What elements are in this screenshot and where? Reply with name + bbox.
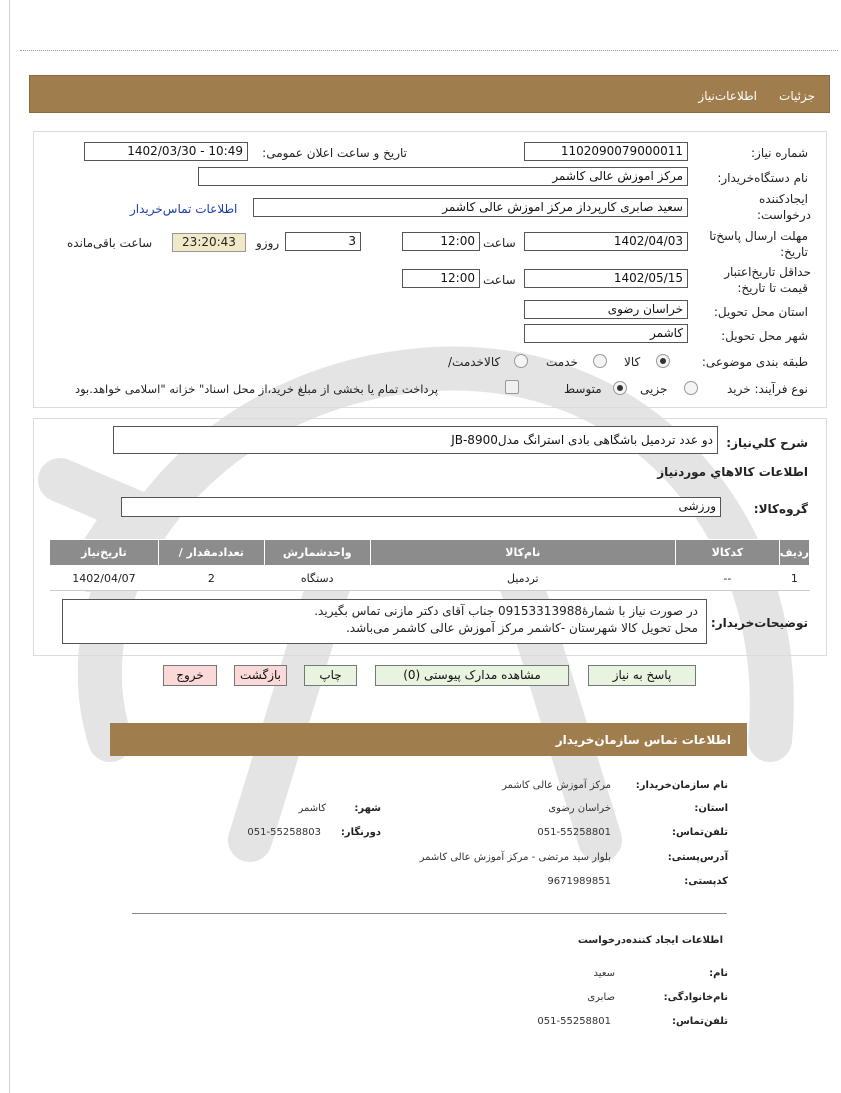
- col-header-item-code: کدکالا: [675, 540, 779, 566]
- remaining-time-badge: 23:20:43: [172, 233, 246, 252]
- treasury-note: پرداخت تمام یا بخشی از مبلغ خرید،از محل اسناد" خزانه "اسلامی خواهد.بود: [75, 382, 439, 396]
- table-row: [50, 566, 810, 591]
- category-option-service: خدمت: [546, 355, 578, 369]
- cell-row-number: 1: [779, 566, 809, 591]
- buyer-org-field: مرکز اموزش عالی کاشمر: [198, 167, 688, 186]
- deadline-label: مهلت ارسال پاسخ‌تا: [709, 229, 808, 243]
- contact-postal-label: کدپستی:: [684, 876, 728, 887]
- reply-button[interactable]: پاسخ به نیاز: [588, 665, 696, 686]
- category-radio-goods[interactable]: [656, 354, 670, 368]
- days-field: 3: [285, 232, 361, 251]
- header-bar: [29, 75, 830, 113]
- col-header-row-number: ردیف: [779, 540, 809, 566]
- contact-fax-value: 051-55258803: [247, 827, 321, 838]
- col-header-unit: واحدشمارش: [264, 540, 370, 566]
- creator-family-label: نام‌خانوادگی:: [663, 992, 728, 1003]
- contact-org-value: مرکز آموزش عالی کاشمر: [502, 780, 611, 791]
- creator-name-label: نام:: [709, 968, 728, 979]
- creator-label-2: درخواست:: [757, 208, 811, 222]
- deadline-time-field: 12:00: [402, 232, 480, 251]
- announce-label: تاریخ و ساعت اعلان عمومی:: [262, 146, 407, 160]
- deadline-time-label: ساعت: [483, 236, 516, 250]
- print-button[interactable]: چاپ: [304, 665, 357, 686]
- creator-family-value: صابری: [587, 992, 615, 1003]
- process-radio-minor[interactable]: [684, 381, 698, 395]
- cell-unit: دستگاه: [264, 566, 370, 591]
- remaining-label: ساعت باقی‌مانده: [67, 236, 153, 250]
- tab-details[interactable]: جزئیات: [779, 89, 815, 103]
- summary-field: دو عدد تردمیل باشگاهی بادی استرانگ مدلJB-8900: [113, 426, 718, 454]
- exit-button[interactable]: خروج: [163, 665, 217, 686]
- treasury-checkbox[interactable]: [505, 380, 519, 394]
- process-option-minor: جزیی: [640, 382, 668, 396]
- category-radio-goods-service[interactable]: [514, 354, 528, 368]
- category-radio-service[interactable]: [593, 354, 607, 368]
- tab-need-info[interactable]: اطلاعات‌نیاز: [698, 89, 757, 103]
- category-label: طبقه بندی موضوعی:: [701, 355, 808, 369]
- need-number-field: 1102090079000011: [524, 142, 688, 161]
- days-label: روزو: [256, 236, 280, 250]
- buyer-org-label: نام دستگاه‌خریدار:: [717, 171, 808, 185]
- process-radio-medium[interactable]: [613, 381, 627, 395]
- contact-province-value: خراسان رضوی: [548, 803, 611, 814]
- attachments-button[interactable]: مشاهده مدارک پیوستی (0): [375, 665, 569, 686]
- validity-time-field: 12:00: [402, 269, 480, 288]
- city-field: کاشمر: [524, 324, 688, 343]
- cell-quantity: 2: [158, 566, 264, 591]
- notes-label: توضیحات‌خریدار:: [710, 616, 808, 630]
- group-field: ورزشی: [121, 497, 721, 517]
- category-option-goods: کالا: [624, 355, 641, 369]
- contact-province-label: استان:: [694, 803, 728, 814]
- process-label: نوع فرآیند: خرید: [727, 382, 808, 396]
- back-button[interactable]: بازگشت: [234, 665, 287, 686]
- creator-label: ایجادکننده: [759, 192, 808, 206]
- group-label: گروه‌کالا:: [753, 502, 808, 516]
- contact-city-value: کاشمر: [298, 803, 326, 814]
- creator-field: سعید صابری کارپرداز مرکز اموزش عالی کاشمر: [253, 198, 688, 217]
- process-option-medium: متوسط: [564, 382, 602, 396]
- province-label: استان محل تحویل:: [713, 305, 808, 319]
- buyer-notes-box: [62, 599, 707, 644]
- contact-city-label: شهر:: [354, 803, 381, 814]
- notes-line-2: محل تحویل کالا شهرستان -کاشمر مرکز آموزش عالی کاشمر می‌باشد.: [345, 621, 698, 635]
- province-field: خراسان رضوی: [524, 300, 688, 319]
- buyer-contact-link[interactable]: اطلاعات تماس‌خریدار: [130, 202, 238, 216]
- category-option-goods-service: کالاخدمت/: [448, 355, 501, 369]
- contact-org-label: نام سازمان‌خریدار:: [635, 780, 728, 791]
- creator-info-title: اطلاعات ایجاد کننده‌درخواست: [577, 935, 723, 946]
- validity-label: حداقل تاریخ‌اعتبار: [724, 265, 811, 279]
- contact-postal-value: 9671989851: [547, 876, 611, 887]
- validity-time-label: ساعت: [483, 273, 516, 287]
- contact-header-bar: [110, 723, 747, 756]
- summary-label: شرح کلي‌نیاز:: [726, 436, 808, 450]
- col-header-quantity: تعدادمقدار /: [158, 540, 264, 566]
- deadline-date-field: 1402/04/03: [524, 232, 688, 251]
- contact-address-label: آدرس‌پستی:: [667, 852, 728, 863]
- validity-date-field: 1402/05/15: [524, 269, 688, 288]
- col-header-item-name: نام‌کالا: [370, 540, 675, 566]
- deadline-label-2: تاریخ:: [780, 245, 808, 259]
- need-number-label: شماره نیاز:: [751, 146, 808, 160]
- top-divider: [20, 50, 838, 51]
- cell-item-name: تردمیل: [370, 566, 675, 591]
- creator-name-value: سعید: [593, 968, 615, 979]
- items-table: [49, 539, 810, 591]
- contact-address-value: بلوار سید مرتضی - مرکز آموزش عالی کاشمر: [419, 852, 611, 863]
- notes-line-1: در صورت نیاز با شمارهٔ09153313988 جناب آقای دکتر مازنی تماس بگیرید.: [314, 604, 698, 618]
- table-header-row: [50, 540, 810, 566]
- contact-phone-value: 051-55258801: [537, 827, 611, 838]
- creator-phone-label: تلفن‌تماس:: [671, 1016, 728, 1027]
- items-heading: اطلاعات کالاهاي موردنیاز: [657, 465, 808, 479]
- cell-need-date: 1402/04/07: [50, 566, 159, 591]
- validity-label-2: قیمت تا تاریخ:: [737, 281, 808, 295]
- cell-item-code: --: [675, 566, 779, 591]
- contact-divider: [132, 913, 727, 914]
- contact-fax-label: دورنگار:: [340, 827, 381, 838]
- announce-date-field: 1402/03/30 - 10:49: [84, 142, 248, 161]
- creator-phone-value: 051-55258801: [537, 1016, 611, 1027]
- contact-title: اطلاعات تماس سازمان‌خریدار: [555, 733, 731, 747]
- left-border-line: [9, 0, 10, 1093]
- col-header-need-date: تاریخ‌نیاز: [50, 540, 159, 566]
- city-label: شهر محل تحویل:: [721, 329, 808, 343]
- contact-phone-label: تلفن‌تماس:: [671, 827, 728, 838]
